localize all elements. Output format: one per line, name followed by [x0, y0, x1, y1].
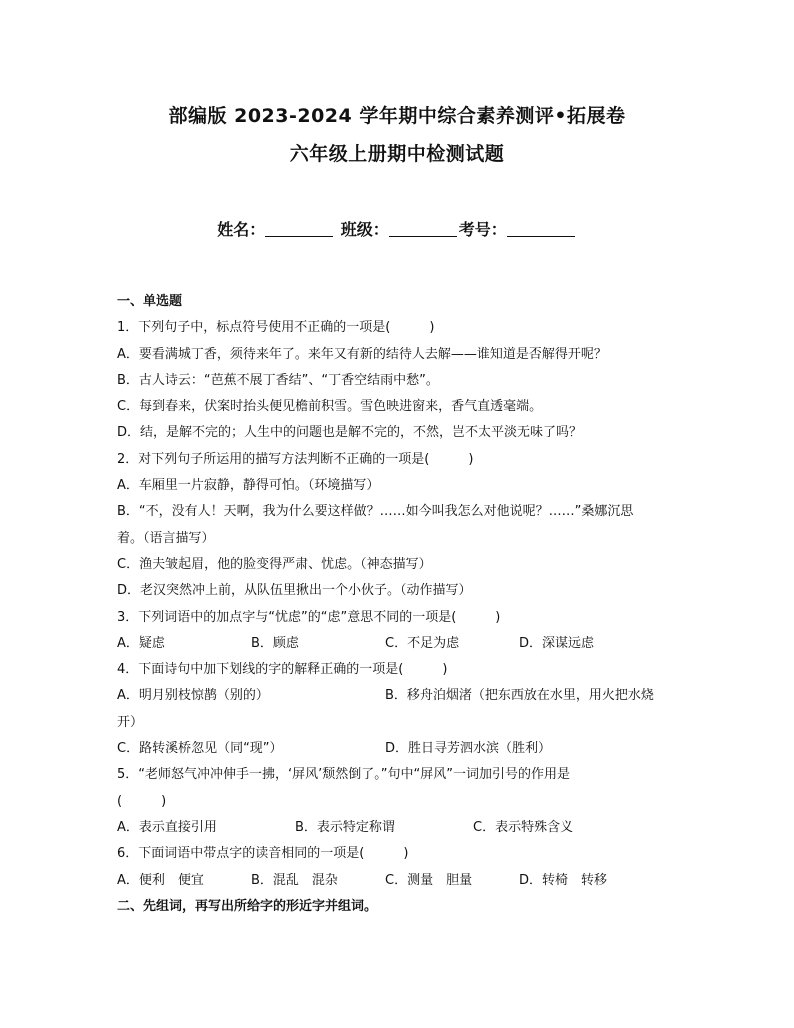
option-d: D．深谋远虑 — [519, 635, 595, 651]
exam-no-label: 考号： — [458, 220, 507, 239]
option-c: C．渔夫皱起眉，他的脸变得严肃、忧虑。（神态描写） — [117, 556, 432, 572]
option-b: B．移舟泊烟渚（把东西放在水里，用火把水烧 — [385, 688, 654, 704]
options-row — [117, 815, 677, 841]
option-a: A．疑虑 — [117, 635, 165, 651]
option-b: B．表示特定称谓 — [295, 819, 395, 835]
options-row — [117, 631, 677, 657]
class-label: 班级： — [340, 220, 389, 239]
question-content — [117, 289, 677, 920]
question-stem: 1．下列句子中，标点符号使用不正确的一项是( ) — [117, 320, 435, 336]
option-b-continued: 着。（语言描写） — [117, 530, 215, 546]
option-c: C．不足为虑 — [385, 635, 460, 651]
section-heading: 二、先组词，再写出所给字的形近字并组词。 — [117, 898, 378, 914]
option-c: C．每到春来，伏案时抬头便见檐前积雪。雪色映进窗来，香气直透毫端。 — [117, 399, 543, 415]
question-stem: 2．对下列句子所运用的描写方法判断不正确的一项是( ) — [117, 451, 474, 467]
section-heading: 一、单选题 — [117, 294, 183, 309]
exam-subtitle: 六年级上册期中检测试题 — [289, 143, 505, 165]
question-stem: 4．下面诗句中加下划线的字的解释正确的一项是( ) — [117, 662, 448, 678]
question-stem: 6．下面词语中带点字的读音相同的一项是( ) — [117, 846, 409, 862]
option-b-continued: 开） — [117, 714, 144, 730]
option-b: B．“不，没有人！天啊，我为什么要这样做？……如今叫我怎么对他说呢？……”桑娜沉思 — [117, 504, 634, 520]
option-a: A．便利 便宜 — [117, 872, 204, 888]
option-b: B．顾虑 — [251, 635, 299, 651]
options-row — [117, 736, 677, 762]
option-d: D．胜日寻芳泗水滨（胜利） — [385, 741, 552, 757]
option-c: C．测量 胆量 — [385, 872, 473, 888]
options-row — [117, 683, 677, 709]
option-d: D．老汉突然冲上前，从队伍里揪出一个小伙子。（动作描写） — [117, 583, 472, 599]
option-d: D．转椅 转移 — [519, 872, 608, 888]
option-a: A．车厢里一片寂静，静得可怕。（环境描写） — [117, 478, 380, 494]
option-a: A．表示直接引用 — [117, 819, 217, 835]
option-a: A．明月别枝惊鹊（别的） — [117, 688, 269, 704]
question-stem: 3．下列词语中的加点字与“忧虑”的“虑”意思不同的一项是( ) — [117, 609, 501, 625]
exam-no-blank[interactable] — [507, 222, 575, 237]
question-stem-continued: ( ) — [117, 793, 167, 809]
options-row — [117, 868, 677, 894]
exam-title: 部编版 2023-2024 学年期中综合素养测评•拓展卷 — [168, 105, 626, 127]
option-c: C．路转溪桥忽见（同“现”） — [117, 741, 283, 757]
option-d: D．结，是解不完的；人生中的问题也是解不完的，不然，岂不太平淡无味了吗？ — [117, 425, 583, 441]
option-a: A．要看满城丁香，须待来年了。来年又有新的结待人去解——谁知道是否解得开呢？ — [117, 346, 607, 362]
question-stem: 5．“老师怒气冲冲伸手一拂，‘屏风’颓然倒了。”句中“屏风”一词加引号的作用是 — [117, 767, 570, 783]
option-b: B．混乱 混杂 — [251, 872, 338, 888]
option-b: B．古人诗云：“芭蕉不展丁香结”、“丁香空结雨中愁”。 — [117, 372, 439, 388]
option-c: C．表示特殊含义 — [473, 819, 574, 835]
name-label: 姓名： — [217, 220, 266, 239]
class-blank[interactable] — [389, 222, 457, 237]
name-blank[interactable] — [265, 222, 333, 237]
student-info-row — [0, 217, 794, 240]
